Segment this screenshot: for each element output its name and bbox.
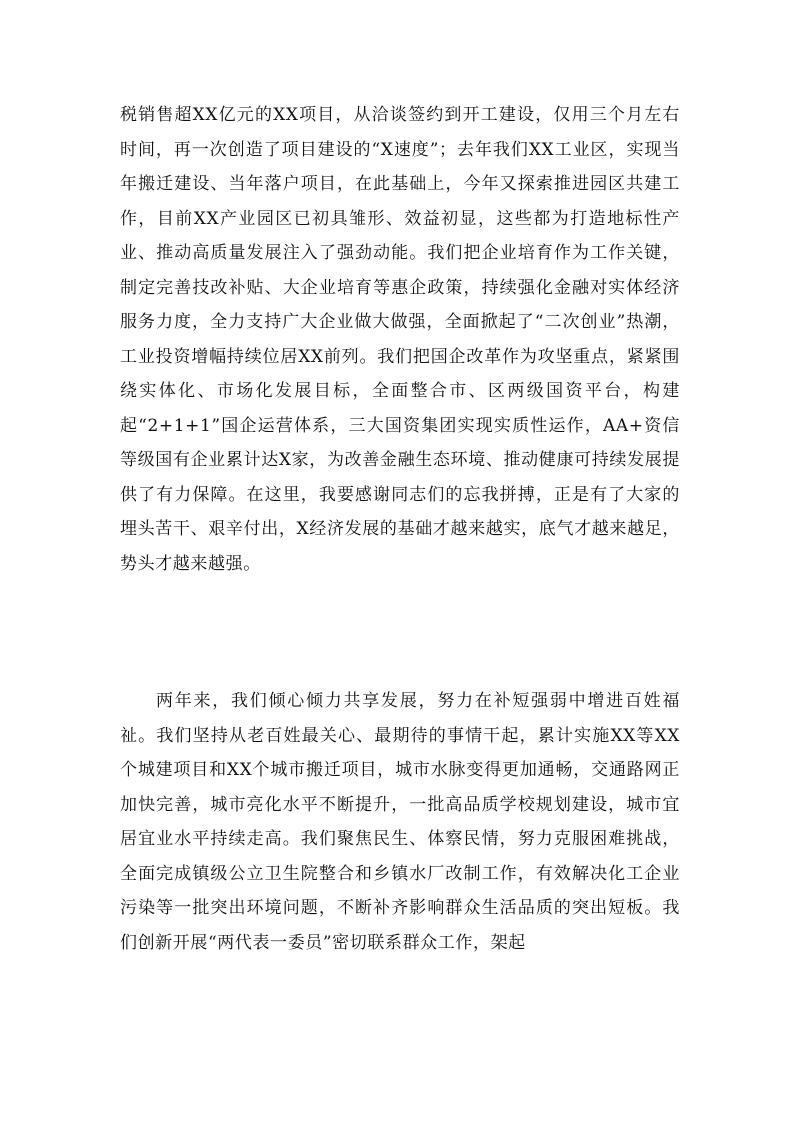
paragraph-shared-development: 两年来，我们倾心倾力共享发展，努力在补短强弱中增进百姓福祉。我们坚持从老百姓最关心、最期待的事情干起，累计实施XX等XX个城建项目和XX个城市搬迁项目，城市水脉变得更加通畅，交通路网正加快完善，城市亮化水平不断提升，一批高品质学校规划建设，城市宜居宜业水平持续走高。我们聚焦民生、体察民情，努力克服困难挑战，全面完成镇级公立卫生院整合和乡镇水厂改制工作，有效解决化工企业污染等一批突出环境问题，不断补齐影响群众生活品质的突出短板。我们创新开展“两代表一委员”密切联系群众工作，架起 bbox=[120, 691, 680, 953]
paragraph-continuation: 税销售超XX亿元的XX项目，从洽谈签约到开工建设，仅用三个月左右时间，再一次创造了项目建设的“X速度”；去年我们XX工业区，实现当年搬迁建设、当年落户项目，在此基础上，今年又探索推进园区共建工作，目前XX产业园区已初具雏形、效益初显，这些都为打造地标性产业、推动高质量发展注入了强劲动能。我们把企业培育作为工作关键，制定完善技改补贴、大企业培育等惠企政策，持续强化金融对实体经济服务力度，全力支持广大企业做大做强，全面掀起了“二次创业”热潮，工业投资增幅持续位居XX前列。我们把国企改革作为攻坚重点，紧紧围绕实体化、市场化发展目标，全面整合市、区两级国资平台，构建起“2+1+1”国企运营体系，三大国资集团实现实质性运作，AA+资信等级国有企业累计达X家，为改善金融生态环境、推动健康可持续发展提供了有力保障。在这里，我要感谢同志们的忘我拼搏，正是有了大家的埋头苦干、艰辛付出，X经济发展的基础才越来越实，底气才越来越足，势头才越来越强。 bbox=[120, 105, 680, 574]
body-text-block-1 bbox=[120, 98, 680, 581]
body-text-block-2 bbox=[120, 684, 680, 960]
